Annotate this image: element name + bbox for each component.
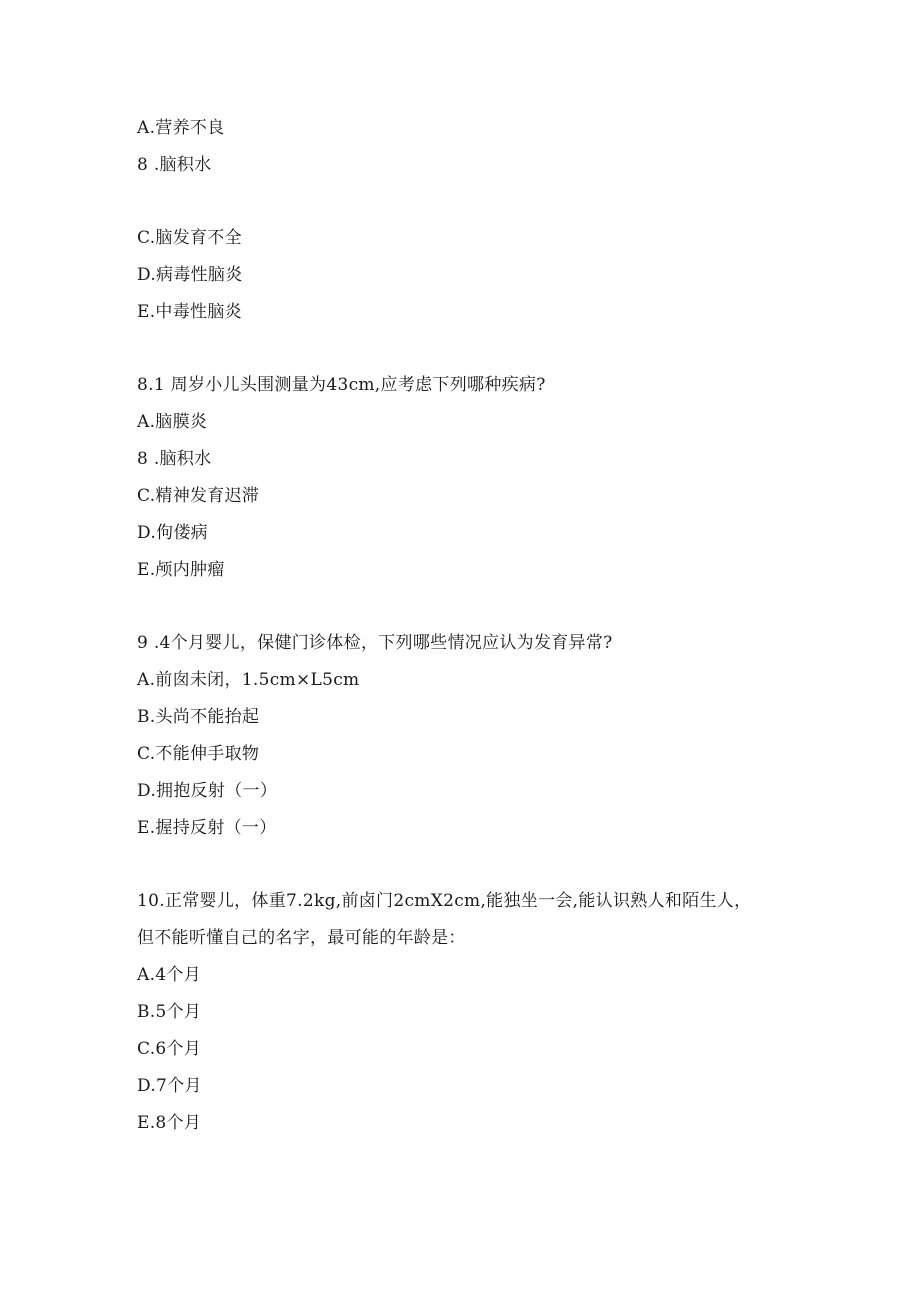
option-d-text: D.病毒性脑炎 xyxy=(137,265,243,285)
option-a-text: A.4个月 xyxy=(137,965,201,985)
option-c-text: C.不能伸手取物 xyxy=(137,744,260,764)
option-e-text: E.握持反射（一） xyxy=(137,818,277,838)
option-a-text: A.脑膜炎 xyxy=(137,412,208,432)
option-b-text: 8 .脑积水 xyxy=(137,155,212,175)
option-a-text: A.前囱未闭，1.5cm×L5cm xyxy=(137,670,360,690)
option-b-text: B.5个月 xyxy=(137,1002,202,1022)
question-10-text-continued: 但不能听懂自己的名字，最可能的年龄是： xyxy=(137,928,466,948)
option-b-text: B.头尚不能抬起 xyxy=(137,707,260,727)
option-c-text: C.脑发育不全 xyxy=(137,228,242,248)
option-c-text: C.6个月 xyxy=(137,1039,202,1059)
option-e-text: E.8个月 xyxy=(137,1113,202,1133)
option-d-text: D.拥抱反射（一） xyxy=(137,781,278,801)
option-a-text: A.营养不良 xyxy=(137,118,225,138)
option-e-text: E.颅内肿瘤 xyxy=(137,560,225,580)
question-10-text: 10.正常婴儿，体重7.2kg,前卤门2cmX2cm,能独坐一会,能认识熟人和陌生人， xyxy=(137,891,752,911)
option-c-text: C.精神发育迟滞 xyxy=(137,486,260,506)
option-e-text: E.中毒性脑炎 xyxy=(137,302,242,322)
question-8-text: 8.1 周岁小儿头围测量为43cm,应考虑下列哪种疾病? xyxy=(137,375,546,395)
option-d-text: D.佝偻病 xyxy=(137,523,208,543)
question-9-text: 9 .4个月婴儿，保健门诊体检，下列哪些情况应认为发育异常? xyxy=(137,633,613,653)
option-d-text: D.7个月 xyxy=(137,1076,202,1096)
option-b-text: 8 .脑积水 xyxy=(137,449,212,469)
